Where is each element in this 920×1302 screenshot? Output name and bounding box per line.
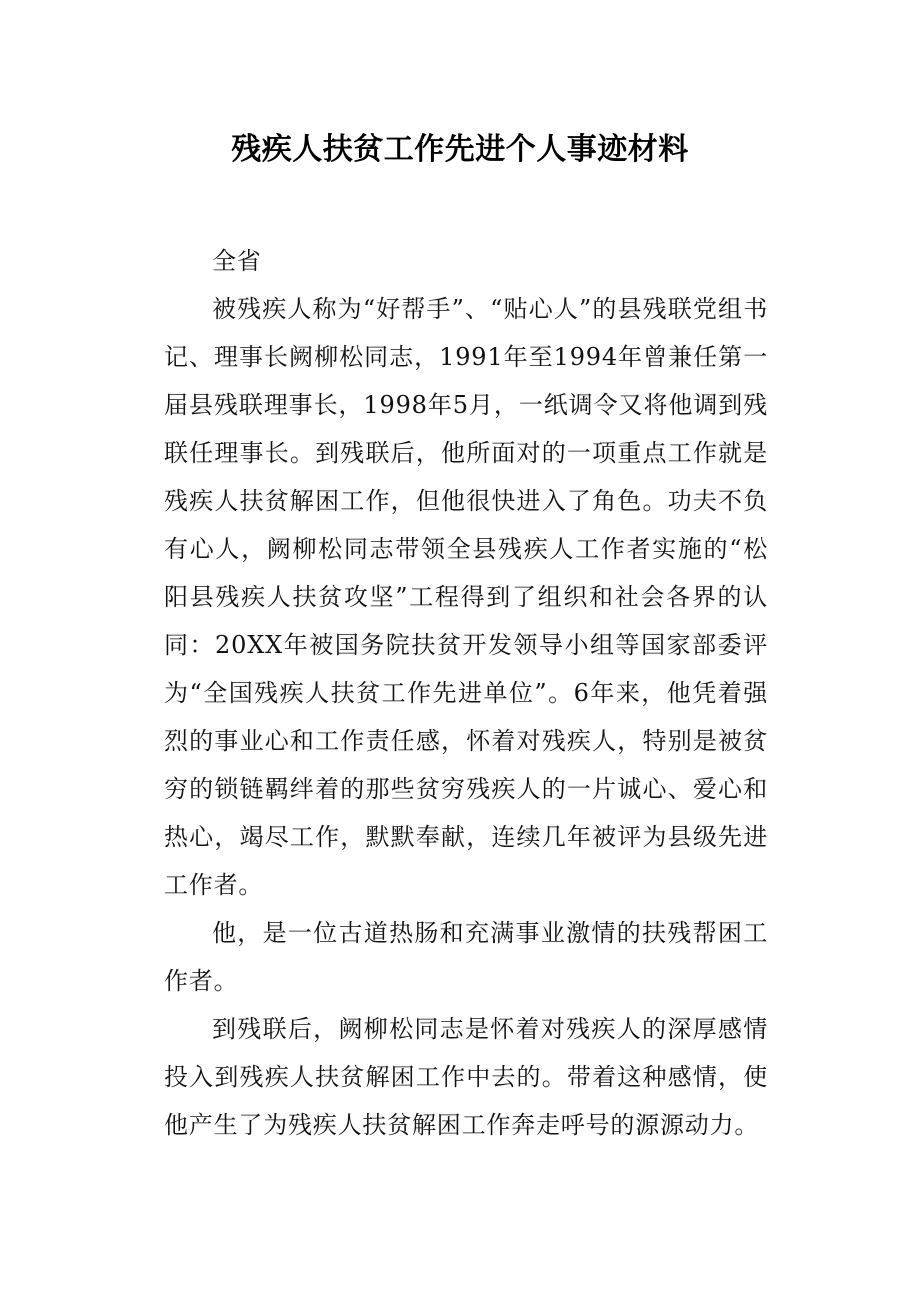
document-body — [164, 237, 768, 1149]
paragraph-continuation: 到残联后，阙柳松同志是怀着对残疾人的深厚感情投入到残疾人扶贫解困工作中去的。带着这种感情，使他产生了为残疾人扶贫解困工作奔走呼号的源源动力。 — [164, 1015, 768, 1139]
paragraph-intro: 全省 — [212, 247, 262, 275]
document-title: 残疾人扶贫工作先进个人事迹材料 — [231, 132, 689, 167]
paragraph-summary: 他，是一位古道热肠和充满事业激情的扶残帮困工作者。 — [164, 919, 768, 995]
paragraph-main: 被残疾人称为“好帮手”、“贴心人”的县残联党组书记、理事长阙柳松同志，1991年至1994年曾兼任第一届县残联理事长，1998年5月，一纸调令又将他调到残联任理事长。到残联后，他所面对的一项重点工作就是残疾人扶贫解困工作，但他很快进入了角色。功夫不负有心人，阙柳松同志带领全县残疾人工作者实施的“松阳县残疾人扶贫攻坚”工程得到了组织和社会各界的认同：20XX年被国务院扶贫开发领导小组等国家部委评为“全国残疾人扶贫工作先进单位”。6年来，他凭着强烈的事业心和工作责任感，怀着对残疾人，特别是被贫穷的锁链羁绊着的那些贫穷残疾人的一片诚心、爱心和热心，竭尽工作，默默奉献，连续几年被评为县级先进工作者。 — [164, 295, 768, 899]
